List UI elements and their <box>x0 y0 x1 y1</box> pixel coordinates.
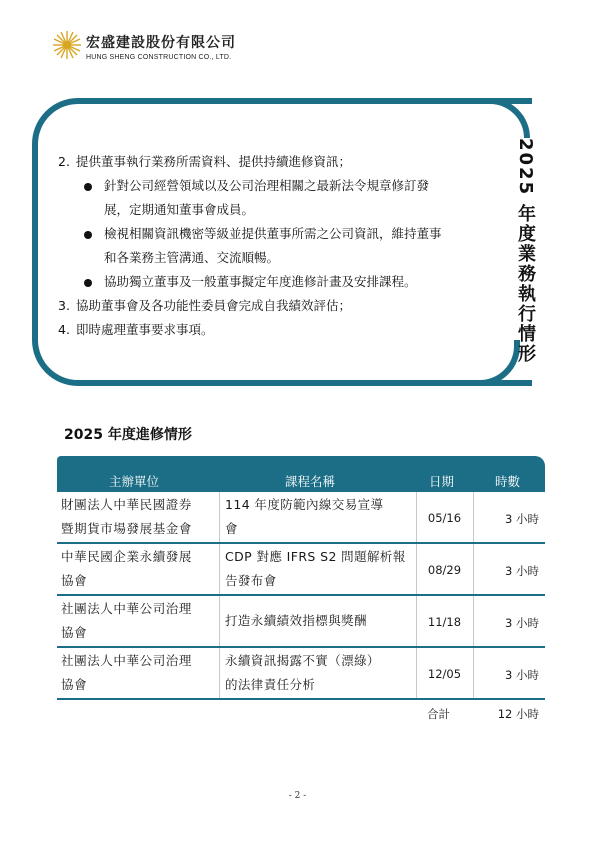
cell-hours: 3 小時 <box>505 668 539 682</box>
cell-org: 財團法人中華民國證券 暨期貨市場發展基金會 <box>61 497 193 536</box>
table-row <box>57 544 545 596</box>
list-item <box>58 318 488 342</box>
bullet-icon <box>84 279 92 287</box>
table-row <box>57 648 545 700</box>
column-header-date: 日期 <box>429 474 455 489</box>
bullet-list <box>58 174 488 294</box>
cell-hours: 3 小時 <box>505 512 539 526</box>
cell-org: 社團法人中華公司治理 協會 <box>61 653 193 692</box>
cell-course: CDP 對應 IFRS S2 問題解析報 告發布會 <box>225 549 406 588</box>
item-number: 3. <box>58 298 70 313</box>
list-item <box>58 150 488 174</box>
bullet-icon <box>84 183 92 191</box>
company-name-en: HUNG SHENG CONSTRUCTION CO., LTD. <box>86 54 232 61</box>
side-title: 2025 年度業務執行情形 <box>515 138 536 365</box>
card-content <box>58 150 488 342</box>
table-header <box>57 456 545 492</box>
cell-course: 打造永續績效指標與獎酬 <box>225 613 367 628</box>
cell-hours: 3 小時 <box>505 564 539 578</box>
cell-date: 08/29 <box>427 563 462 577</box>
page-number: - 2 - <box>288 791 307 801</box>
bullet-text: 檢視相關資訊機密等級並提供董事所需之公司資訊，維持董事 <box>104 226 442 241</box>
item-number: 4. <box>58 322 70 337</box>
bullet-text: 和各業務主管溝通、交流順暢。 <box>104 250 280 265</box>
bullet-item <box>58 270 488 294</box>
item-text: 提供董事執行業務所需資料、提供持續進修資訊； <box>76 154 352 169</box>
section-title: 2025 年度進修情形 <box>64 427 192 443</box>
cell-course: 114 年度防範內線交易宣導 會 <box>225 497 384 536</box>
item-text: 協助董事會及各功能性委員會完成自我績效評估； <box>76 298 352 313</box>
column-header-course: 課程名稱 <box>285 474 336 489</box>
column-header-org: 主辦單位 <box>109 474 160 489</box>
cell-hours: 3 小時 <box>505 616 539 630</box>
total-label: 合計 <box>427 707 450 721</box>
bullet-item <box>58 222 488 270</box>
item-number: 2. <box>58 154 70 169</box>
cell-course: 永續資訊揭露不實（漂綠） 的法律責任分析 <box>225 653 380 692</box>
company-name-zh: 宏盛建設股份有限公司 <box>86 35 236 51</box>
cell-date: 11/18 <box>427 615 462 629</box>
cell-org: 中華民國企業永續發展 協會 <box>61 549 193 588</box>
cell-date: 05/16 <box>427 511 462 525</box>
bullet-text: 協助獨立董事及一般董事擬定年度進修計畫及安排課程。 <box>104 274 417 289</box>
bullet-text: 展，定期通知董事會成員。 <box>104 202 255 217</box>
column-header-hours: 時數 <box>495 474 521 489</box>
sunburst-logo-icon <box>52 30 82 60</box>
bullet-icon <box>84 231 92 239</box>
cell-date: 12/05 <box>427 667 462 681</box>
item-text: 即時處理董事要求事項。 <box>76 322 214 337</box>
table-row <box>57 596 545 648</box>
cell-org: 社團法人中華公司治理 協會 <box>61 601 193 640</box>
bullet-item <box>58 174 488 222</box>
total-value: 12 小時 <box>497 707 539 721</box>
list-item <box>58 294 488 318</box>
table-row <box>57 492 545 544</box>
bullet-text: 針對公司經營領域以及公司治理相關之最新法令規章修訂發 <box>104 178 430 193</box>
